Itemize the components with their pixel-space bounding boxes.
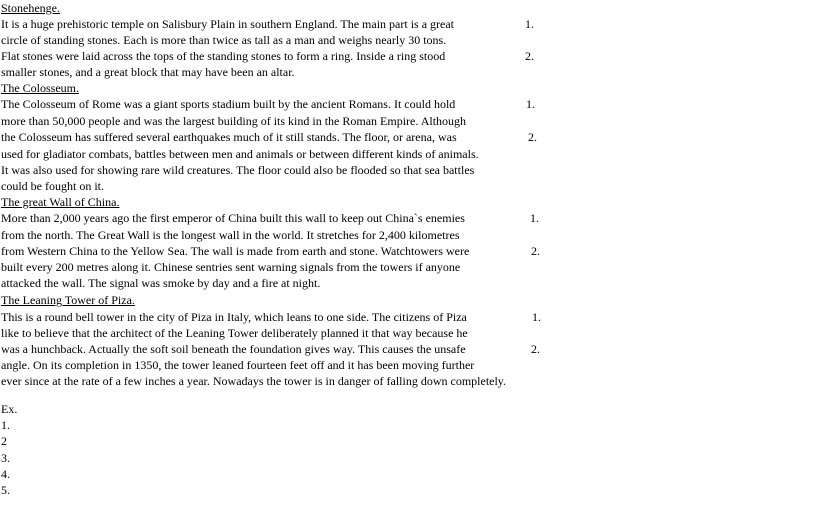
line-marker: 1. [532,310,541,324]
paragraph-line: It is a huge prehistoric temple on Salisbury Plain in southern England. The main part is a great [1,17,455,31]
line-marker: 1. [526,97,535,111]
line-marker: 1. [525,17,534,31]
paragraph-line: could be fought on it. [1,179,104,193]
section-title-colosseum: The Colosseum. [1,81,79,95]
paragraph-line: from the north. The Great Wall is the longest wall in the world. It stretches for 2,400 kilometres [1,228,460,242]
paragraph-line: smaller stones, and a great block that may have been an altar. [1,65,295,79]
paragraph-line: More than 2,000 years ago the first emperor of China built this wall to keep out China`s enemies [1,211,465,225]
exercise-item: 4. [1,467,10,481]
line-marker: 1. [530,211,539,225]
paragraph-line: Flat stones were laid across the tops of the standing stones to form a ring. Inside a ring stood [1,49,446,63]
paragraph-line: It was also used for showing rare wild creatures. The floor could also be flooded so that sea battles [1,163,475,177]
exercise-item: 5. [1,483,10,497]
paragraph-line: angle. On its completion in 1350, the tower leaned fourteen feet off and it has been moving further [1,358,475,372]
section-title-leaning-tower: The Leaning Tower of Piza. [1,293,135,307]
paragraph-line: used for gladiator combats, battles between men and animals or between different kinds of animals. [1,147,479,161]
paragraph-line: the Colosseum has suffered several earthquakes much of it still stands. The floor, or arena, was [1,130,457,144]
section-title-stonehenge: Stonehenge. [1,1,60,15]
paragraph-line: was a hunchback. Actually the soft soil beneath the foundation gives way. This causes the unsafe [1,342,466,356]
paragraph-line: ever since at the rate of a few inches a year. Nowadays the tower is in danger of falling down completely. [1,374,507,388]
line-marker: 2. [525,49,534,63]
exercise-label: Ex. [1,402,18,416]
line-marker: 2. [531,342,540,356]
section-title-great-wall: The great Wall of China. [1,195,120,209]
line-marker: 2. [528,130,537,144]
exercise-item: 1. [1,418,10,432]
paragraph-line: from Western China to the Yellow Sea. The wall is made from earth and stone. Watchtowers were [1,244,470,258]
line-marker: 2. [531,244,540,258]
paragraph-line: The Colosseum of Rome was a giant sports stadium built by the ancient Romans. It could hold [1,97,456,111]
paragraph-line: more than 50,000 people and was the largest building of its kind in the Roman Empire. Although [1,114,467,128]
paragraph-line: built every 200 metres along it. Chinese sentries sent warning signals from the towers if anyone [1,260,461,274]
paragraph-line: circle of standing stones. Each is more than twice as tall as a man and weighs nearly 30 tons. [1,33,447,47]
paragraph-line: attacked the wall. The signal was smoke by day and a fire at night. [1,276,321,290]
exercise-item: 2 [1,434,7,448]
paragraph-line: like to believe that the architect of the Leaning Tower deliberately planned it that way because he [1,326,468,340]
paragraph-line: This is a round bell tower in the city of Piza in Italy, which leans to one side. The citizens of Piza [1,310,467,324]
exercise-item: 3. [1,451,10,465]
